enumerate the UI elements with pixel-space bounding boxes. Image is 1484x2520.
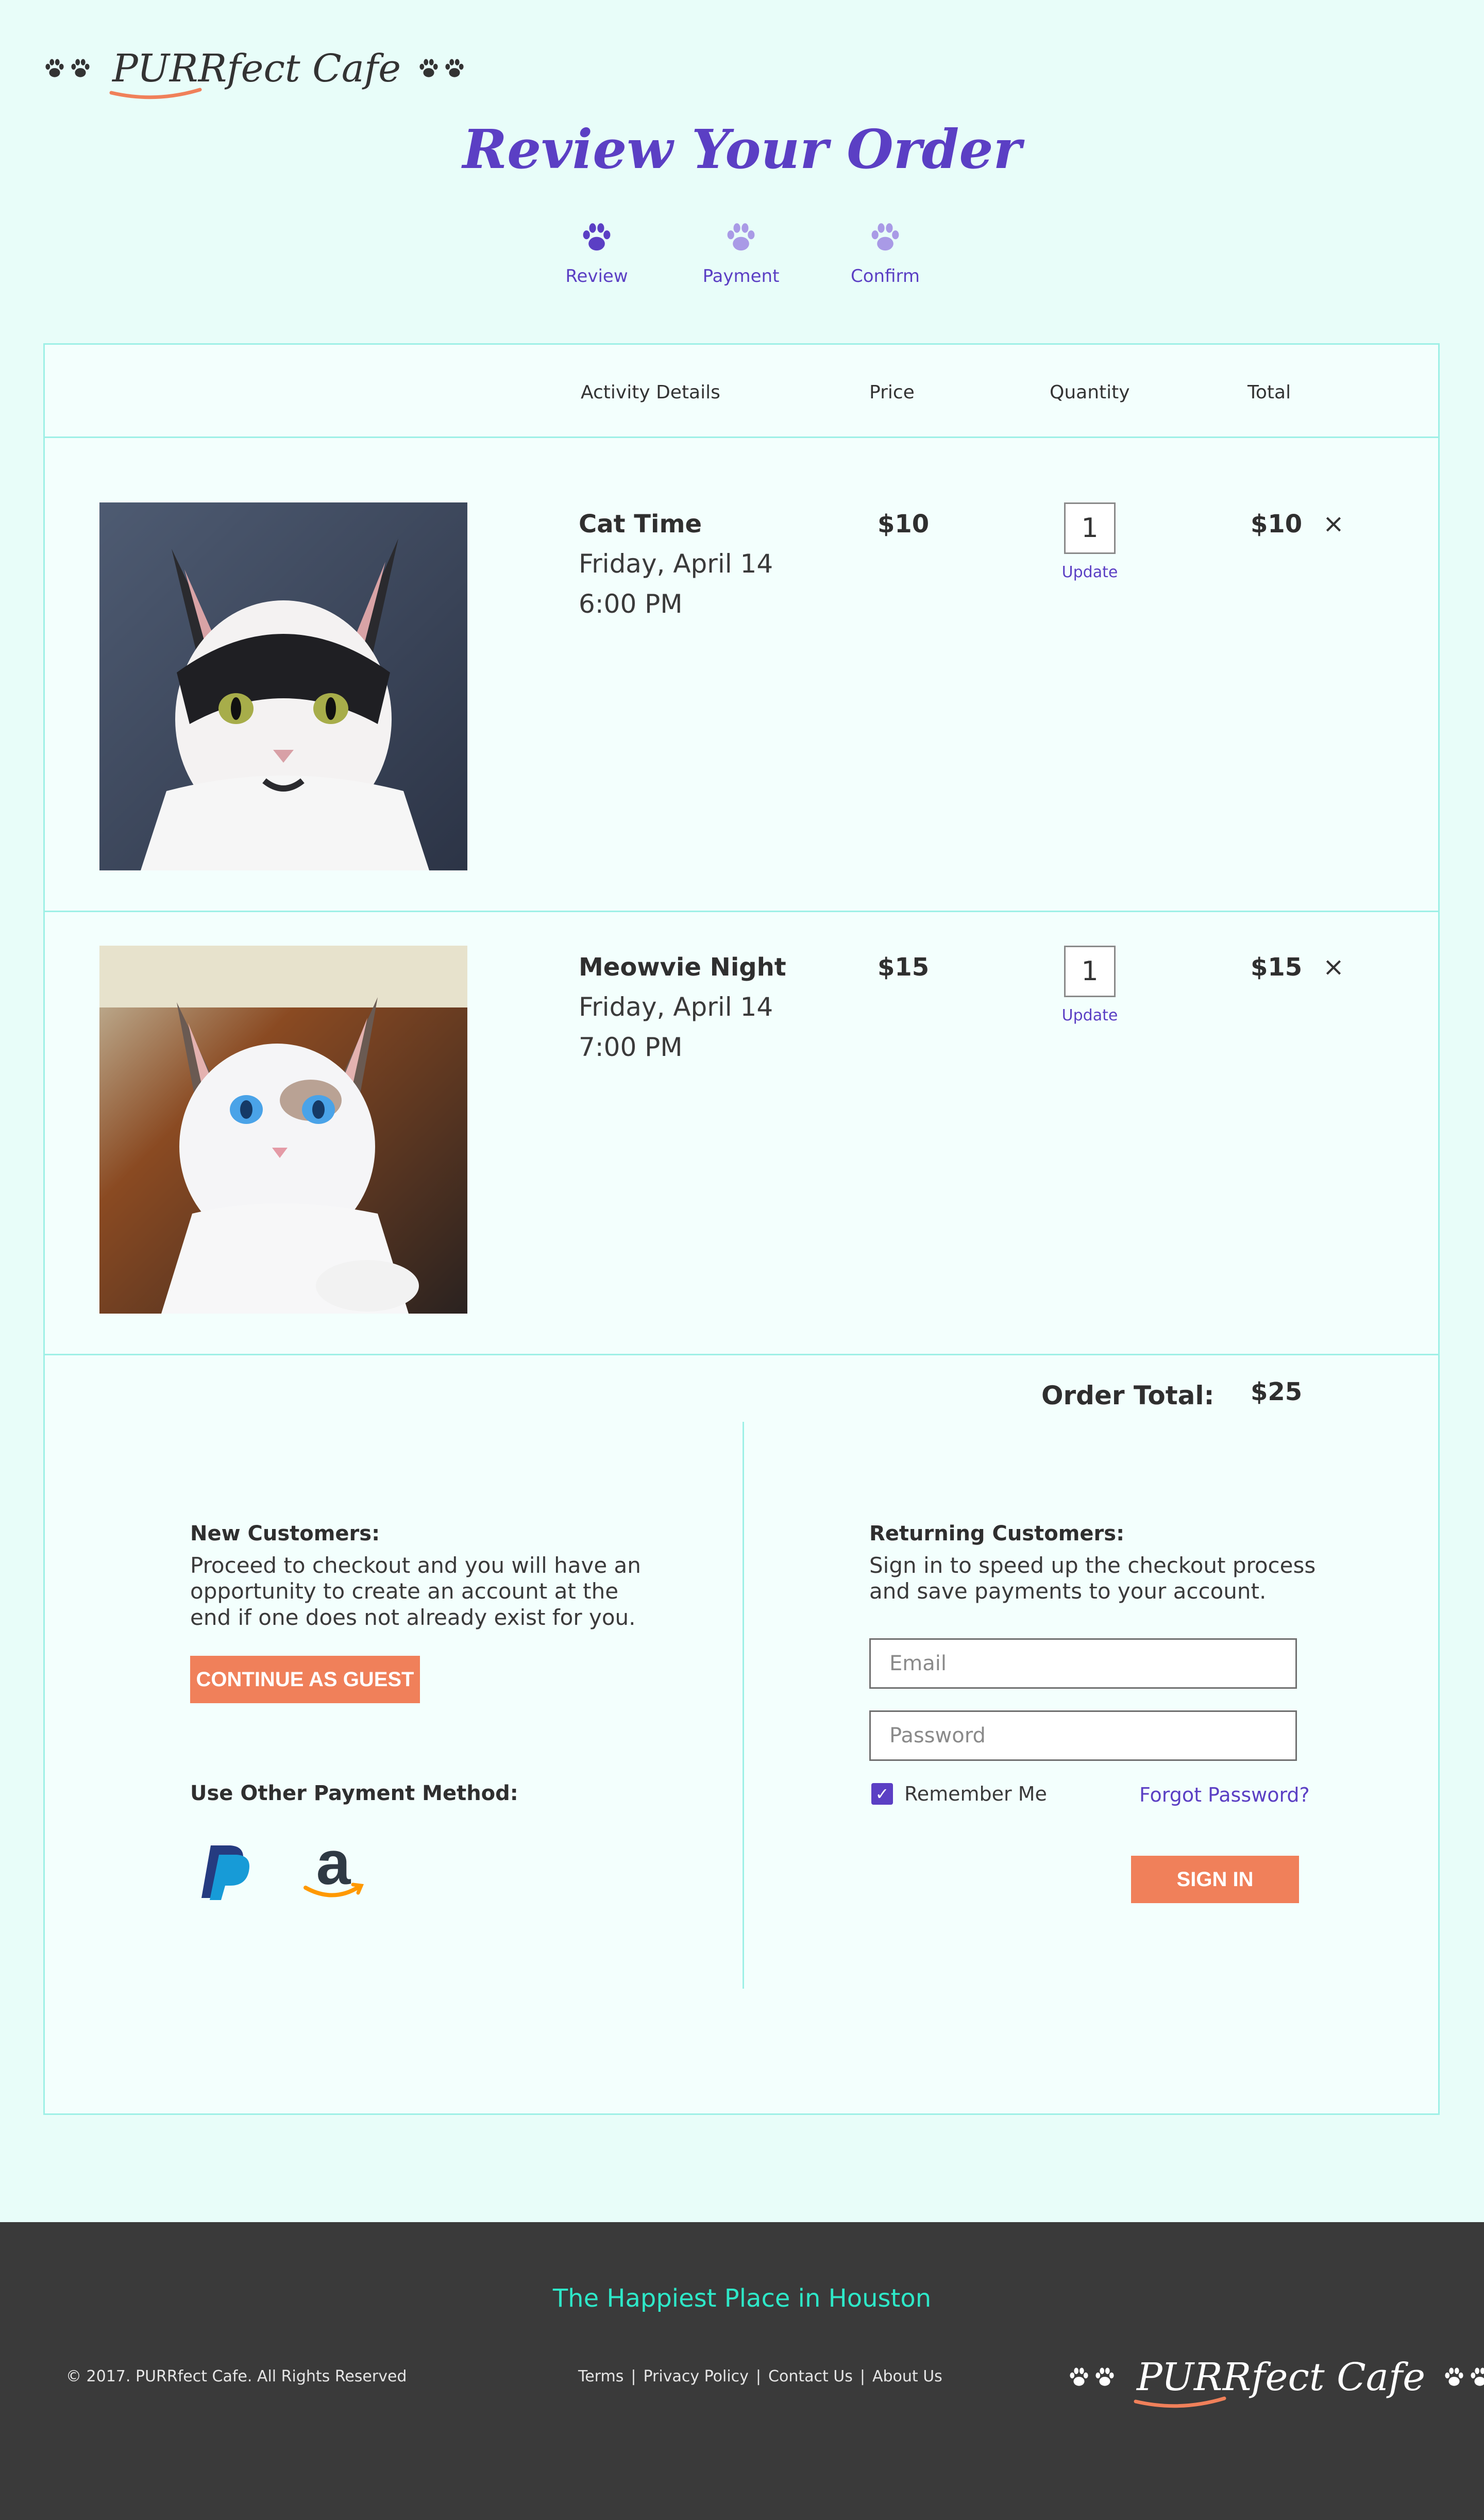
paw-icon — [724, 221, 758, 255]
item-time: 6:00 PM — [579, 589, 683, 619]
item-name: Meowvie Night — [579, 953, 786, 982]
logo-swoosh-icon — [109, 86, 202, 101]
paw-prints-icon — [43, 57, 92, 80]
step-review[interactable] — [535, 221, 659, 287]
copyright: © 2017. PURRfect Cafe. All Rights Reserved — [66, 2367, 407, 2385]
remember-me-row[interactable] — [871, 1783, 1047, 1805]
remember-me-checkbox[interactable]: ✓ — [871, 1783, 893, 1805]
update-link[interactable]: Update — [1061, 563, 1118, 581]
returning-customers-heading: Returning Customers: — [869, 1522, 1125, 1545]
item-details — [579, 953, 786, 1062]
logo-wordmark: PURRfect Cafe — [1137, 2355, 1426, 2399]
step-label: Payment — [702, 266, 780, 287]
update-link[interactable]: Update — [1061, 1006, 1118, 1024]
new-customers-heading: New Customers: — [190, 1522, 380, 1545]
order-total-value: $25 — [1251, 1377, 1303, 1406]
footer-link-about[interactable]: About Us — [872, 2367, 942, 2385]
item-price: $15 — [878, 953, 930, 982]
item-total: $15 — [1251, 953, 1303, 982]
paw-icon — [580, 221, 614, 255]
remove-item-icon[interactable]: × — [1323, 952, 1344, 982]
item-date: Friday, April 14 — [579, 992, 773, 1022]
item-price: $10 — [878, 510, 930, 539]
item-date: Friday, April 14 — [579, 549, 773, 579]
footer-separator: | — [859, 2367, 865, 2385]
amazon-icon[interactable] — [302, 1828, 364, 1904]
cat-photo — [99, 946, 467, 1316]
item-name: Cat Time — [579, 510, 702, 539]
header-logo[interactable] — [43, 46, 466, 91]
new-customers-text: Proceed to checkout and you will have an opportunity to create an account at the end if one does not already exist for you. — [190, 1553, 641, 1630]
footer-link-privacy[interactable]: Privacy Policy — [643, 2367, 749, 2385]
item-details — [579, 510, 773, 619]
remember-me-label: Remember Me — [904, 1783, 1047, 1805]
order-card — [43, 343, 1440, 2115]
step-label: Confirm — [850, 266, 920, 287]
item-time: 7:00 PM — [579, 1032, 683, 1062]
quantity-input[interactable]: 1 — [1064, 946, 1116, 997]
logo-swoosh-icon — [1134, 2394, 1226, 2410]
step-payment[interactable] — [679, 221, 803, 287]
divider — [45, 436, 1438, 438]
paw-prints-icon — [1443, 2366, 1484, 2389]
footer-logo[interactable] — [1068, 2355, 1484, 2399]
returning-customers-section — [869, 1522, 1323, 1605]
amazon-letter: a — [316, 1828, 351, 1897]
forgot-password-link[interactable]: Forgot Password? — [1139, 1784, 1310, 1806]
footer-tagline: The Happiest Place in Houston — [552, 2284, 932, 2313]
header-price: Price — [869, 382, 915, 403]
cat-photo — [99, 502, 467, 872]
remove-item-icon[interactable]: × — [1323, 509, 1344, 539]
footer — [0, 2222, 1484, 2520]
footer-separator: | — [755, 2367, 762, 2385]
paw-prints-icon — [417, 57, 466, 80]
quantity-input[interactable]: 1 — [1064, 502, 1116, 554]
paw-icon — [868, 221, 902, 255]
header-total: Total — [1247, 382, 1291, 403]
column-divider — [743, 1422, 744, 1989]
logo-wordmark: PURRfect Cafe — [112, 46, 401, 91]
returning-customers-text: Sign in to speed up the checkout process and save payments to your account. — [869, 1553, 1316, 1604]
new-customers-section — [190, 1522, 644, 1631]
footer-link-contact[interactable]: Contact Us — [768, 2367, 853, 2385]
amazon-smile-icon — [302, 1881, 364, 1902]
header-activity-details: Activity Details — [581, 382, 720, 403]
password-field[interactable]: Password — [869, 1710, 1297, 1761]
paypal-icon[interactable] — [194, 1840, 256, 1904]
divider — [45, 1354, 1438, 1355]
footer-separator: | — [631, 2367, 636, 2385]
sign-in-button[interactable]: SIGN IN — [1131, 1856, 1299, 1903]
other-payment-heading: Use Other Payment Method: — [190, 1782, 518, 1805]
step-label: Review — [565, 266, 628, 287]
step-confirm[interactable] — [823, 221, 947, 287]
footer-link-terms[interactable]: Terms — [578, 2367, 624, 2385]
paw-prints-icon — [1068, 2366, 1116, 2389]
header-quantity: Quantity — [1050, 382, 1130, 403]
item-total: $10 — [1251, 510, 1303, 539]
email-field[interactable]: Email — [869, 1638, 1297, 1689]
page-title: Review Your Order — [462, 117, 1022, 181]
order-total-label: Order Total: — [1041, 1381, 1215, 1410]
divider — [45, 911, 1438, 912]
footer-links — [578, 2367, 942, 2385]
continue-as-guest-button[interactable]: CONTINUE AS GUEST — [190, 1656, 420, 1703]
